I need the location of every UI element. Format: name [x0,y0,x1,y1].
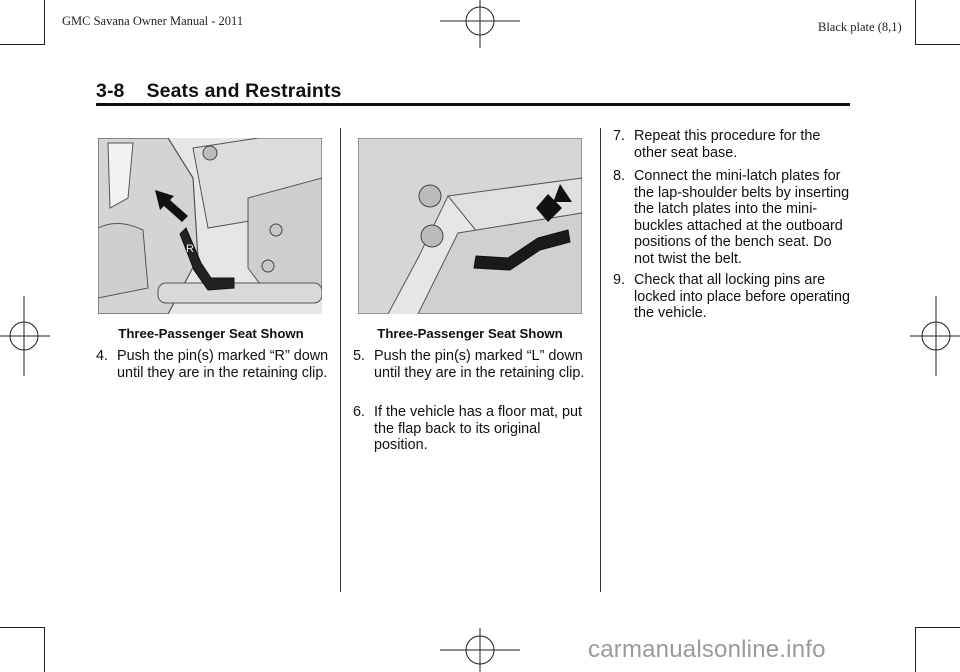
crop-mark [915,627,916,672]
step-number: 8. [613,168,626,184]
registration-mark-top [440,0,520,50]
step-number: 7. [613,128,626,144]
section-rule [96,103,850,106]
seat-figure-left-pin [358,138,582,314]
step-number: 4. [96,348,109,364]
step-number: 9. [613,272,626,288]
crop-mark [915,0,916,45]
step-item [96,348,332,381]
step-item [613,168,853,268]
crop-mark [915,627,960,628]
step-number: 5. [353,348,366,364]
crop-mark [0,627,45,628]
registration-mark-left [0,296,50,376]
pin-letter: R [186,243,194,255]
plate-label: Black plate (8,1) [818,20,902,34]
step-text: Connect the mini-latch plates for the lap-shoulder belts by inserting the latch plates into the mini-buckles attached at the outboard positions of the bench seat. Do not twist the belt. [634,168,850,267]
crop-mark [44,0,45,45]
section-title: 3-8 Seats and Restraints [96,80,342,102]
step-text: Check that all locking pins are locked into place before operating the vehicle. [634,272,851,322]
step-item [353,404,591,454]
crop-mark [44,627,45,672]
step-item [353,348,591,381]
document-title: GMC Savana Owner Manual - 2011 [62,14,244,28]
seat-figure-right-pin [98,138,322,314]
crop-mark [0,44,45,45]
column-divider [600,128,601,592]
step-text: Repeat this procedure for the other seat base. [634,128,821,161]
step-item [613,128,853,161]
column-divider [340,128,341,592]
registration-mark-right [910,296,960,376]
figure-caption: Three-Passenger Seat Shown [377,326,563,341]
watermark-text: carmanualsonline.info [588,636,826,663]
figure-caption: Three-Passenger Seat Shown [118,326,304,341]
step-text: Push the pin(s) marked “L” down until they are in the retaining clip. [374,348,585,381]
crop-mark [915,44,960,45]
step-text: Push the pin(s) marked “R” down until they are in the retaining clip. [117,348,329,381]
registration-mark-bottom [440,628,520,672]
step-item [613,272,853,322]
step-text: If the vehicle has a floor mat, put the flap back to its original position. [374,404,582,454]
step-number: 6. [353,404,366,420]
